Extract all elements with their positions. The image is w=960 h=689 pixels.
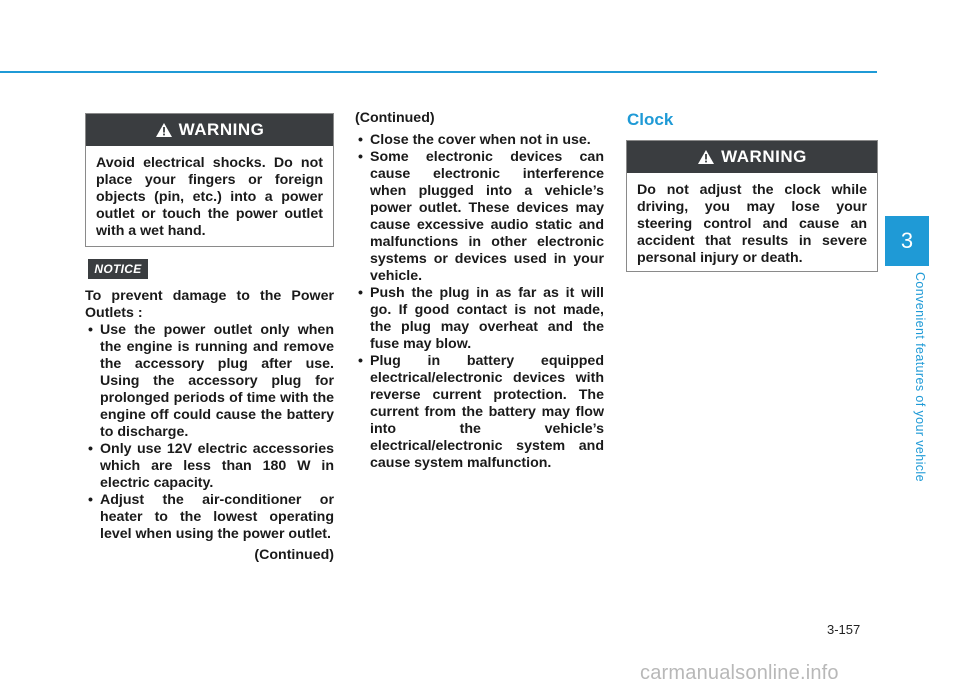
list-item: • Plug in battery equipped electrical/electronic devices with reverse current protection. The current from the battery may flow into the vehicle’s electrical/electronic system and cause system malfunction. [355, 353, 604, 472]
warning-header [86, 114, 333, 146]
middle-text [355, 110, 604, 472]
warning-triangle-icon [155, 122, 173, 138]
list-item: • Push the plug in as far as it will go. If good contact is not made, the plug may overheat and the fuse may blow. [355, 285, 604, 353]
warning-header [627, 141, 877, 173]
chapter-label: Convenient features of your vehicle [913, 272, 927, 482]
notice-badge: NOTICE [88, 259, 148, 279]
warning-title: WARNING [721, 147, 807, 166]
clock-warning-box [626, 140, 878, 272]
notice-text [85, 288, 334, 564]
list-item: • Use the power outlet only when the engine is running and remove the accessory plug after use. Using the accessory plug for prolonged periods of time with the engine off could cause the battery to discharge. [85, 322, 334, 441]
continued-heading: (Continued) [355, 110, 435, 126]
warning-title: WARNING [178, 120, 265, 139]
notice-intro: To prevent damage to the Power Outlets : [85, 288, 334, 321]
header-rule [0, 71, 877, 73]
warning-body: Do not adjust the clock while driving, you may lose your steering control and cause an accident that results in severe personal injury or death. [637, 182, 867, 266]
chapter-tab: 3 [885, 216, 929, 266]
list-item: • Adjust the air-conditioner or heater to the lowest operating level when using the power outlet. [85, 492, 334, 543]
warning-triangle-icon [697, 149, 715, 165]
list-item: • Close the cover when not in use. [355, 132, 604, 149]
warning-body: Avoid electrical shocks. Do not place your fingers or foreign objects (pin, etc.) into a power outlet or touch the power outlet with a wet hand. [96, 155, 323, 239]
watermark: carmanualsonline.info [640, 662, 839, 684]
power-outlet-warning-box [85, 113, 334, 247]
list-item: • Only use 12V electric accessories which are less than 180 W in electric capacity. [85, 441, 334, 492]
list-item: • Some electronic devices can cause electronic interference when plugged into a vehicle’s power outlet. These devices may cause excessive audio static and malfunctions in other electronic systems or devices used in your vehicle. [355, 149, 604, 285]
continued-label: (Continued) [254, 547, 334, 563]
section-title-clock: Clock [627, 110, 674, 129]
page-number: 3-157 [827, 622, 861, 637]
